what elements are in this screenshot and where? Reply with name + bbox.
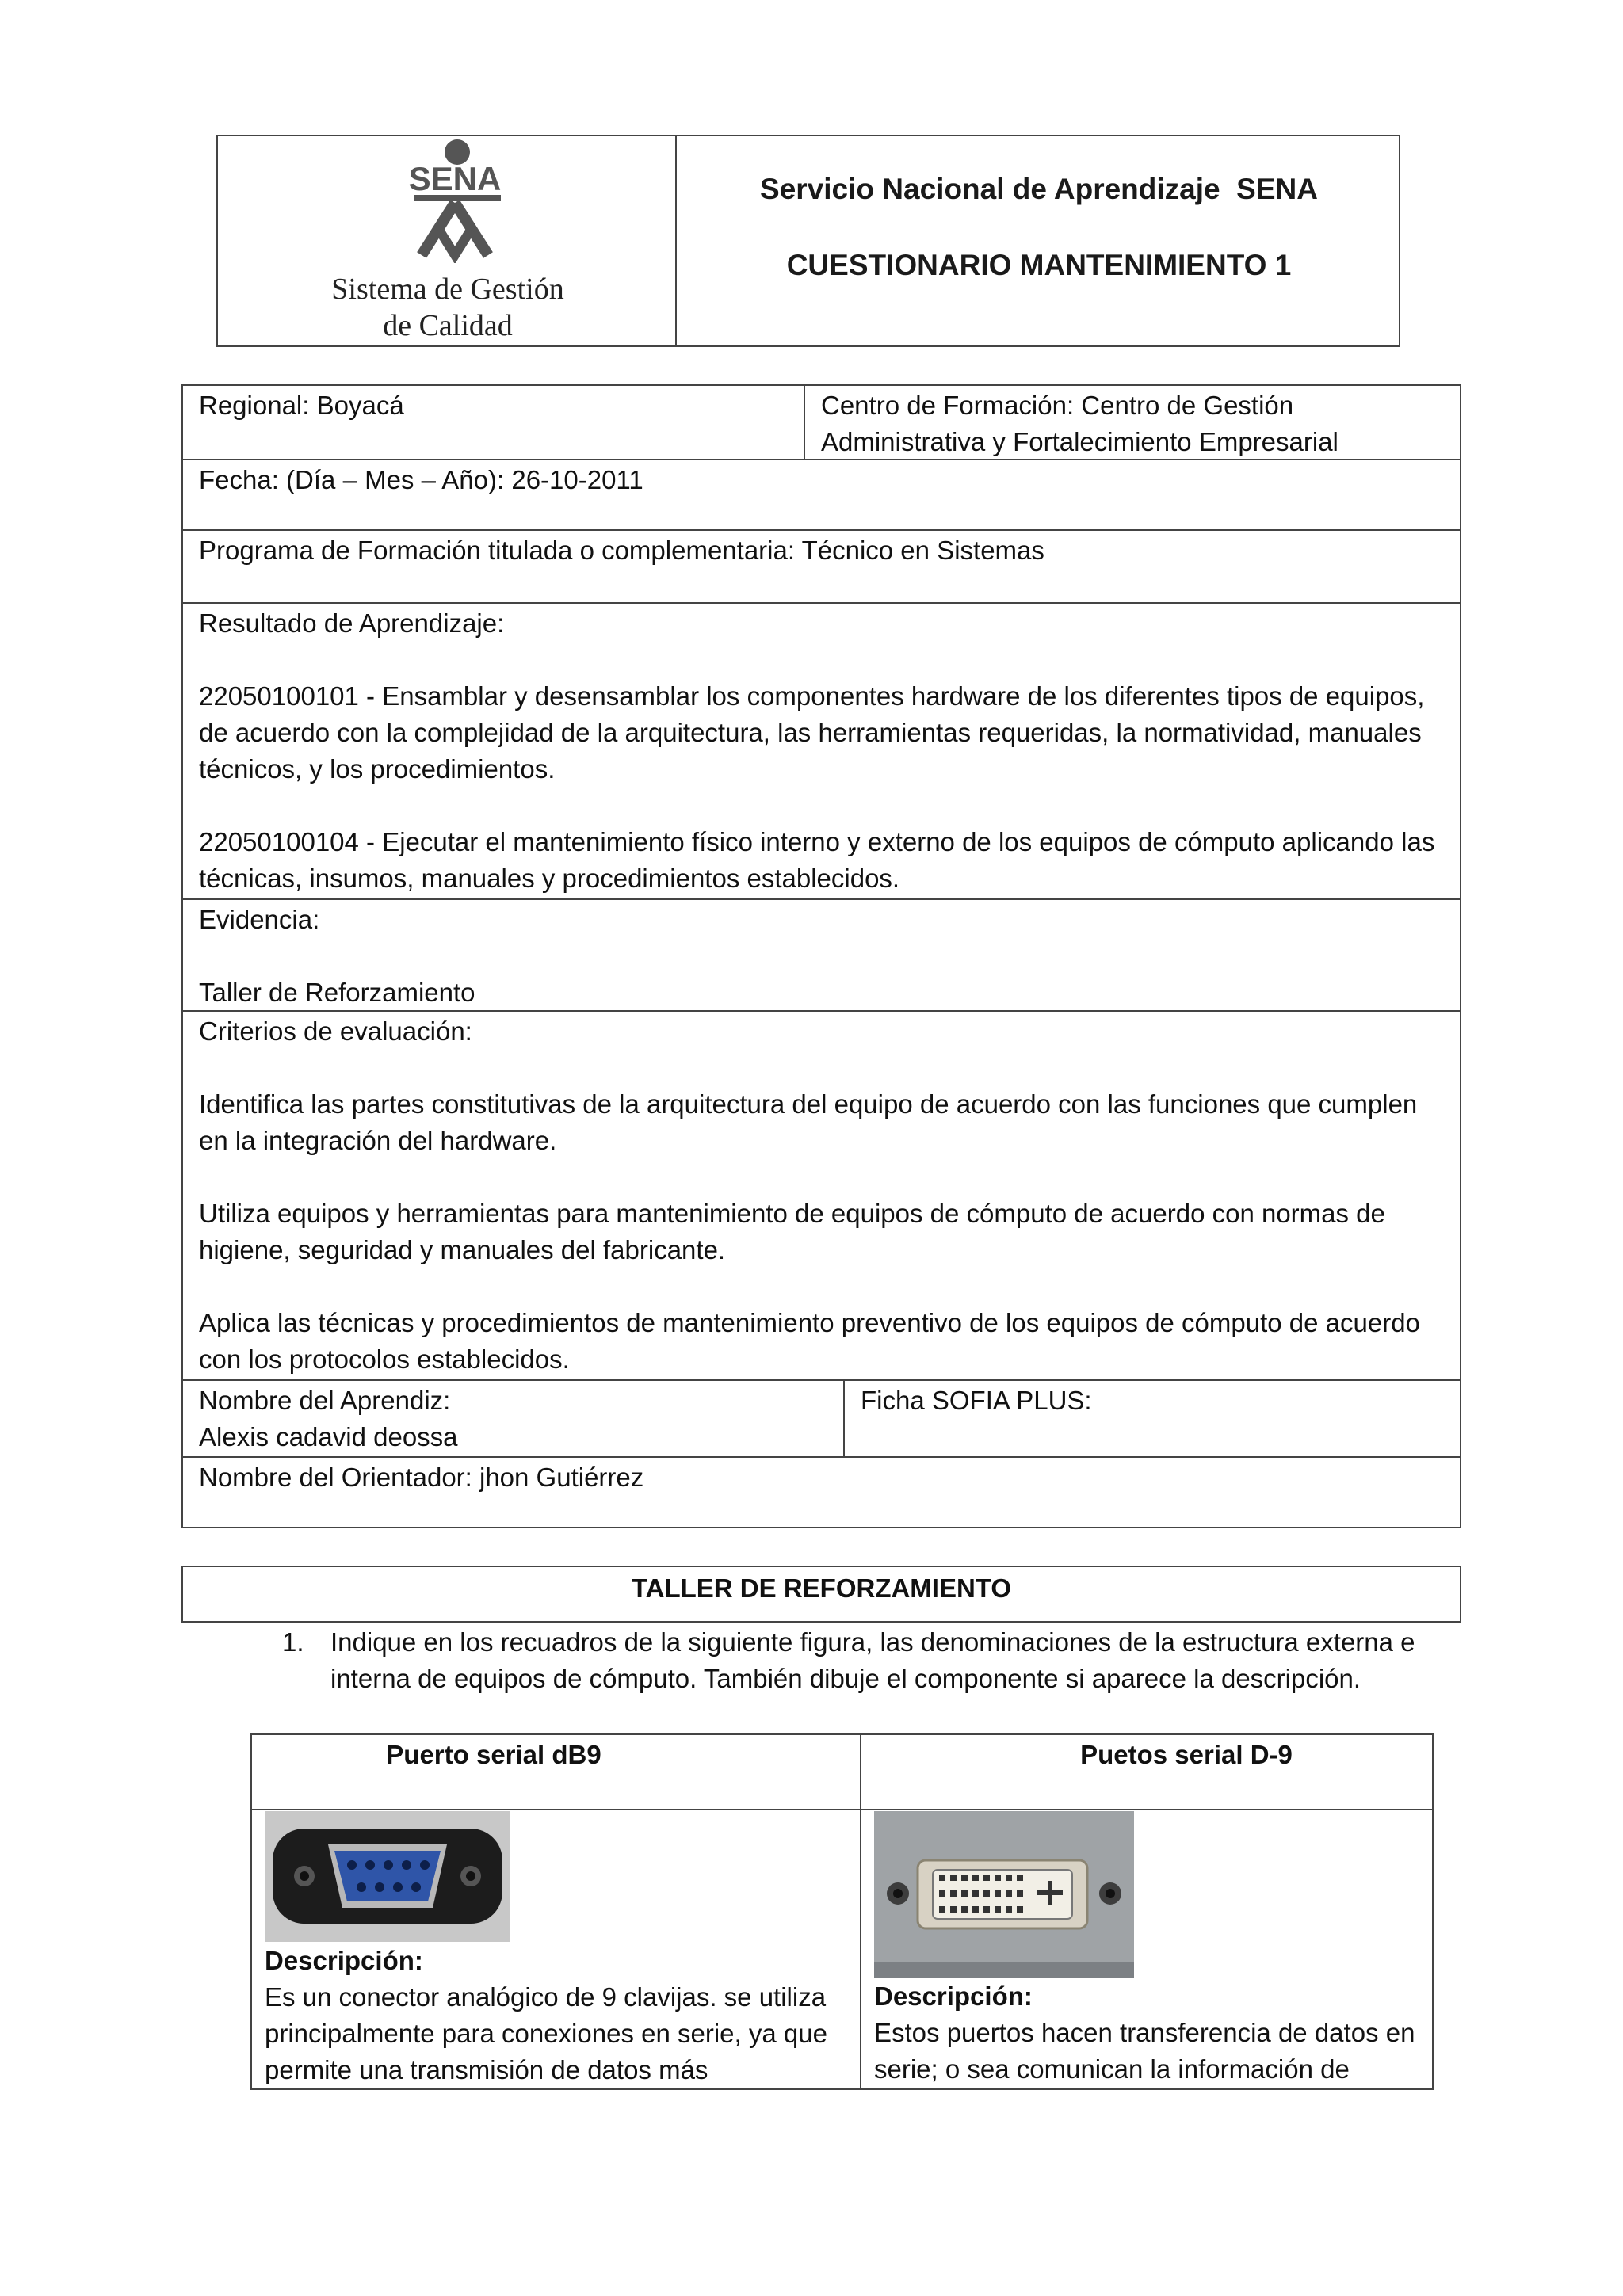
col2-desc-text: Estos puertos hacen transferencia de datos en serie; o sea comunican la información de <box>874 2018 1415 2084</box>
col1-header-cell <box>250 1733 861 1810</box>
col2-desc-block <box>874 1978 1429 2088</box>
col1-desc-label: Descripción: <box>265 1946 423 1975</box>
taller-title-box <box>181 1566 1461 1623</box>
col1-desc-text: Es un conector analógico de 9 clavijas. se utiliza principalmente para conexiones en serie, ya que permite una transmisión de datos más <box>265 1982 827 2084</box>
doc-title: CUESTIONARIO MANTENIMIENTO 1 <box>786 249 1292 281</box>
ficha-cell <box>843 1379 1461 1458</box>
col2-desc-label: Descripción: <box>874 1981 1033 2011</box>
programa-cell <box>181 529 1461 604</box>
system-caption <box>262 271 634 344</box>
evidencia-cell <box>181 898 1461 1012</box>
centro-line2: Administrativa y Fortalecimiento Empresarial <box>821 427 1338 456</box>
criterio-1: Identifica las partes constitutivas de la arquitectura del equipo de acuerdo con las funciones que cumplen en la integración del hardware. <box>199 1089 1418 1155</box>
resultado-1: 22050100101 - Ensamblar y desensamblar los componentes hardware de los diferentes tipos de equipos, de acuerdo con la complejidad de la arquitectura, las herramientas requeridas, la normatividad, manuales técnicos, y los procedimientos. <box>199 681 1425 784</box>
dvi-connector-image <box>874 1811 1134 1978</box>
ficha-text: Ficha SOFIA PLUS: <box>861 1386 1092 1415</box>
system-caption-line2: de Calidad <box>383 309 513 342</box>
fecha-cell <box>181 459 1461 531</box>
resultado-label: Resultado de Aprendizaje: <box>199 608 505 638</box>
taller-title: TALLER DE REFORZAMIENTO <box>631 1573 1012 1603</box>
col1-header: Puerto serial dB9 <box>386 1740 601 1769</box>
col2-header-cell <box>860 1733 1434 1810</box>
q1-number: 1. <box>282 1627 304 1657</box>
sena-logo <box>390 136 517 263</box>
col2-header: Puetos serial D-9 <box>1080 1740 1293 1769</box>
system-caption-line1: Sistema de Gestión <box>331 273 564 306</box>
programa-text: Programa de Formación titulada o complementaria: Técnico en Sistemas <box>199 536 1044 565</box>
header-divider <box>675 135 677 347</box>
logo-text: SENA <box>408 160 502 197</box>
evidencia-value: Taller de Reforzamiento <box>199 978 475 1007</box>
q1-text: Indique en los recuadros de la siguiente figura, las denominaciones de la estructura externa e interna de equipos de cómputo. También dibuje el componente si aparece la descripción. <box>330 1627 1415 1693</box>
criterios-label: Criterios de evaluación: <box>199 1016 472 1046</box>
criterios-cell <box>181 1010 1461 1381</box>
regional-text: Regional: Boyacá <box>199 391 404 420</box>
centro-line1: Centro de Formación: Centro de Gestión <box>821 391 1294 420</box>
orientador-text: Nombre del Orientador: jhon Gutiérrez <box>199 1463 644 1492</box>
org-title: Servicio Nacional de Aprendizaje SENA <box>760 173 1318 205</box>
aprendiz-value: Alexis cadavid deossa <box>199 1422 458 1451</box>
resultado-cell <box>181 602 1461 900</box>
aprendiz-cell <box>181 1379 845 1458</box>
aprendiz-label: Nombre del Aprendiz: <box>199 1386 451 1415</box>
criterio-2: Utiliza equipos y herramientas para mantenimiento de equipos de cómputo de acuerdo con normas de higiene, seguridad y manuales del fabricante. <box>199 1199 1385 1264</box>
centro-cell <box>804 384 1461 460</box>
criterio-3: Aplica las técnicas y procedimientos de mantenimiento preventivo de los equipos de cómputo de acuerdo con los protocolos establecidos. <box>199 1308 1420 1374</box>
evidencia-label: Evidencia: <box>199 905 320 934</box>
regional-cell <box>181 384 805 460</box>
fecha-text: Fecha: (Día – Mes – Año): 26-10-2011 <box>199 465 643 494</box>
resultado-2: 22050100104 - Ejecutar el mantenimiento físico interno y externo de los equipos de cómputo aplicando las técnicas, insumos, manuales y procedimientos establecidos. <box>199 827 1435 893</box>
col1-desc-block <box>265 1943 855 2088</box>
orientador-cell <box>181 1456 1461 1528</box>
db9-connector-image <box>265 1811 510 1942</box>
